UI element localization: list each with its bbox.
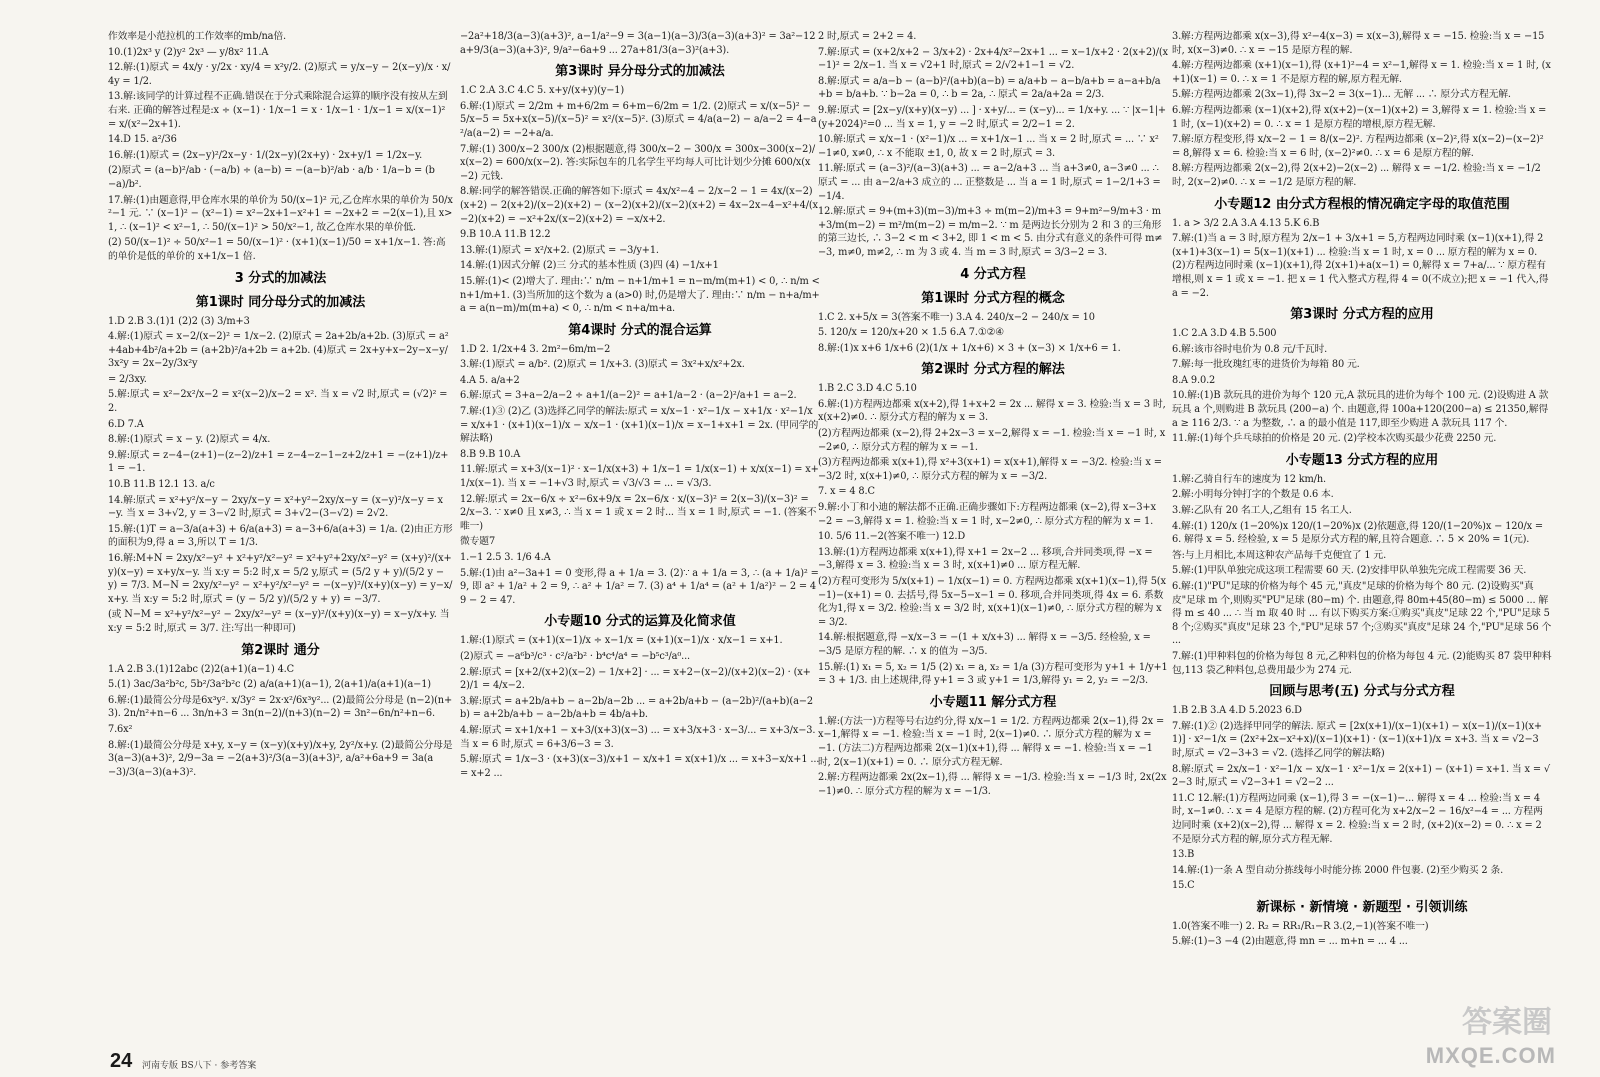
section-heading: 第4课时 分式的混合运算 [568,322,712,338]
answer-item: 8.解:原式 = 2x/x−1 · x²−1/x − x/x−1 · x²−1/x = 2(x+1) − (x+1) = x+1. 当 x = √2−3 时,原式 = √2−3+1 = √2−2 ... [1172,763,1550,789]
answer-item: (3)方程两边都乘 x(x+1),得 x²+3(x+1) = x(x+1),解得 x = −3/2. 检验:当 x = −3/2 时, x(x+1)≠0, ∴ 原分式方程的解为 x = −3/2. [818,457,1162,482]
answer-item: 17.解:(1)由题意得,甲仓库水果的单价为 50/(x−1)² 元,乙仓库水果的单价为 50/x²−1 元. ∵ (x−1)² − (x²−1) = x²−2x+1−x²+1 = −2x+2 = −2(x−1),且 x>1, ∴ (x−1)² < x²−1, ∴ 50/(x−1)² > 50/x²−1, 故乙仓库水果的单价低. [108,194,453,233]
answer-item: 4.A 5. a/a+2 [460,374,520,386]
answer-item: 11.解:原式 = x+3/(x−1)² · x−1/x(x+3) + 1/x−1 = 1/x(x−1) + x/x(x−1) = x+1/x(x−1). 当 x = −1+√3 时,原式 = √3/√3 = ... = √3/3. [460,464,819,490]
answer-item: 13.解:该同学的计算过程不正确.错误在于分式乘除混合运算的顺序没有按从左到右来. 正确的解答过程是:x ÷ (x−1) · 1/x−1 = x · 1/x−1 · 1/x−1 = x/(x−1)² = x/(x²−2x+1). [108,91,448,130]
answer-item: 5.(1) 3ac/3a²b²c, 5b²/3a²b²c (2) a/a(a+1)(a−1), 2(a+1)/a(a+1)(a−1) [108,679,431,691]
answer-item: 7.解:(1)当 a = 3 时,原方程为 2/x−1 + 3/x+1 = 5,方程两边同时乘 (x−1)(x+1),得 2(x+1)+3(x−1) = 5(x−1)(x+1) ... 检验:当 x = 1 时, x = 0 ... 原方程的解为 x = 0. (2)方程两边同时乘 (x−1)(x+1),得 2(x+1)+a(x−1) = 0,解得 x = 7+a/... ∵ 原方程有增根,则 x = 1 或 x = −1. 把 x = 1 代入整式方程,得 4 = 0(不成立);把 x = −1 代入,得 a = −2. [1172,233,1549,299]
answer-item: 1.B 2.C 3.D 4.C 5.10 [818,383,917,395]
answer-item: 10.解:(1)B 款玩具的进价为每个 120 元,A 款玩具的进价为每个 100 元. (2)设购进 A 款玩具 a 个,则购进 B 款玩具 (200−a) 个. 由题意,得 100a+120(200−a) ≤ 21350,解得 a ≥ 116 2/3. ∵ a 为整数, ∴ a 的最小值是 117,即至少购进 A 款玩具 117 个. [1172,390,1549,429]
answer-item: 4.解:(1)原式 = x−2/(x−2)² = 1/x−2. (2)原式 = 2a+2b/a+2b. (3)原式 = a²+4ab+4b²/a+2b = (a+2b)²/a+2b = a+2b. (4)原式 = 2x+y+x−2y−x−y/3x²y = 2x−2y/3x²y [108,331,449,370]
answer-item: 1.B 2.B 3.A 4.D 5.2023 6.D [1172,705,1302,717]
column-4 [1172,30,1552,1040]
section-heading: 3 分式的加减法 [234,270,327,286]
answer-item: −2a²+18/3(a−3)(a+3)², a−1/a²−9 = 3(a−1)(a−3)/3(a−3)(a+3)² = 3a²−12a+9/3(a−3)(a+3)², 9/a²−6a+9 ... 27a+81/3(a−3)²(a+3). [460,31,816,56]
answer-item: 作效率是小范拉机的工作效率的mb/na倍. [108,31,286,42]
answer-item: 7.解:(1) 300/x−2 300/x (2)根据题意,得 300/x−2 − 300/x = 300x−300(x−2)/x(x−2) = 600/x(x−2). 答:实际包车的几名学生平均每人可比计划少分摊 600/x(x−2) 元钱. [460,143,816,182]
section-heading: 回顾与思考(五) 分式与分式方程 [1269,684,1455,700]
answer-item: 6.解:(1)最简公分母是6x³y². x/3y² = 2x·x²/6x³y²... (2)最简公分母是 (n−2)(n+3). 2n/n²+n−6 ... 3n/n+3 = 3n(n−2)/(n+3)(n−2) = 3n²−6n/n²+n−6. [108,694,453,720]
answer-item: 8.解:方程两边都乘 2(x−2),得 2(x+2)−2(x−2) ... 解得 x = −1/2. 检验:当 x = −1/2 时, 2(x−2)≠0. ∴ x = −1/2 是原方程的解. [1172,163,1541,188]
watermark-logo: 答案圈 [1462,1005,1552,1040]
answer-item: 1.C 2.A 3.C 4.C 5. x+y/(x+y)(y−1) [460,85,625,97]
answer-item: 10.(1)2x³ y (2)y² 2x³ — y/8x² 11.A [108,46,269,58]
answer-item: 7.解:原方程变形,得 x/x−2 − 1 = 8/(x−2)². 方程两边都乘 (x−2)²,得 x(x−2)−(x−2)² = 8,解得 x = 6. 检验:当 x = 6 时, (x−2)²≠0. ∴ x = 6 是原方程的解. [1172,134,1544,159]
answer-item: 2 时,原式 = 2+2 = 4. [818,31,917,42]
answer-item: 14.解:根据题意,得 −x/x−3 = −(1 + x/x+3) ... 解得 x = −3/5. 经检验, x = −3/5 是原方程的解. ∴ x 的值为 −3/5. [818,632,1151,657]
footer-note: 河南专版 BS八下 · 参考答案 [142,1061,257,1071]
answer-item: (2) 50/(x−1)² ÷ 50/x²−1 = 50/(x−1)² · (x+1)(x−1)/50 = x+1/x−1. 答:高的单价是低的单价的 x+1/x−1 倍. [108,237,446,262]
answer-item: 16.解:(1)原式 = (2x−y)²/2x−y · 1/(2x−y)(2x+y) · 2x+y/1 = 1/2x−y. [108,149,423,161]
answer-item: 15.解:(1)< (2)增大了. 理由:∵ n/m − n+1/m+1 = n−m/m(m+1) < 0, ∴ n/m < n+1/m+1. (3)当所加的这个数为 a (a>0) 时,仍是增大了. 理由:∵ n/m − n+a/m+a = a(n−m)/m(m+a) < 0, ∴ n/m < n+a/m+a. [460,275,820,315]
answer-item: 1.C 2.A 3.D 4.B 5.500 [1172,328,1277,340]
answer-item: 3.解:原式 = a+2b/a+b − a−2b/a−2b ... = a+2b/a+b − (a−2b)²/(a+b)(a−2b) = a+2b/a+b − a−2b/a+b = 4b/a+b. [460,695,813,721]
section-heading: 第3课时 异分母分式的加减法 [555,64,725,80]
answer-item: 7.解:(1)③ (2)乙 (3)选择乙同学的解法:原式 = x/x−1 · x²−1/x − x+1/x · x²−1/x = x/x+1 · (x+1)(x−1)/x − x/x−1 · (x+1)(x−1)/x = x−1+x+1 = 2x. (甲同学的解法略) [460,406,819,445]
section-heading: 新课标 · 新情境 · 新题型 · 引领训练 [1256,899,1468,915]
answer-item: 1.D 2.B 3.(1)1 (2)2 (3) 3/m+3 [108,315,250,327]
section-heading: 第1课时 同分母分式的加减法 [195,294,366,310]
answer-item: 13.解:(1)方程两边都乘 x(x+1),得 x+1 = 2x−2 ... 移项,合并同类项,得 −x = −3,解得 x = 3. 检验:当 x = 3 时, x(x+1)≠0 ... 原方程无解. [818,546,1153,572]
answer-item: 7.解:(1)甲种料包的价格为每包 8 元,乙种料包的价格为每包 4 元. (2)能购买 87 袋甲种料包,113 袋乙种料包,总费用最少为 274 元. [1172,650,1552,676]
column-2 [460,30,820,1040]
answer-item: 1.解:(1)原式 = (x+1)(x−1)/x ÷ x−1/x = (x+1)(x−1)/x · x/x−1 = x+1. [460,635,783,647]
answer-item: 4.解:方程两边都乘 (x+1)(x−1),得 (x+1)²−4 = x²−1,解得 x = 1. 检验:当 x = 1 时, (x+1)(x−1) = 0. ∴ x = 1 不是原方程的解,原方程无解. [1172,60,1551,85]
answer-item: 15.解:(1)T = a−3/a(a+3) + 6/a(a+3) = a−3+6/a(a+3) = 1/a. (2)由正方形的面积为9,得 a = 3,所以 T = 1/3. [108,523,453,549]
answer-item: 5.解:(1)−3 −4 (2)由题意,得 mn = ... m+n = ... 4 ... [1172,936,1408,948]
answer-item: 8.B 9.B 10.A [460,448,521,460]
answer-item: 16.解:M+N = 2xy/x²−y² + x²+y²/x²−y² = x²+y²+2xy/x²−y² = (x+y)²/(x+y)(x−y) = x+y/x−y. 当 x:y = 5:2 时,x = 5/2 y,原式 = (5/2 y + y)/(5/2 y − y) = 7/3. M−N = 2xy/x²−y² − x²+y²/x²−y² = −(x−y)²/(x+y)(x−y) = y−x/x+y. 当 x:y = 5:2 时,原式 = (y − 5/2 y)/(5/2 y + y) = −3/7. [108,553,453,605]
answer-item: 6.解:方程两边都乘 (x−1)(x+2),得 x(x+2)−(x−1)(x+2) = 3,解得 x = 1. 检验:当 x = 1 时, (x−1)(x+2) = 0. ∴ x = 1 是原方程的增根,原方程无解. [1172,104,1547,130]
answer-item: 14.解:(1)因式分解 (2)三 分式的基本性质 (3)四 (4) −1/x+1 [460,260,719,272]
answer-item: 8.解:同学的解答错误.正确的解答如下:原式 = 4x/x²−4 − 2/x−2 − 1 = 4x/(x−2)(x+2) − 2(x+2)/(x−2)(x+2) − (x−2)(x+2)/(x−2)(x+2) = 4x−2x−4−x²+4/(x−2)(x+2) = −x²+2x/(x−2)(x+2) = −x/x+2. [460,186,818,225]
answer-item: (2)原式 = −a⁶b³/c³ · c²/a²b² · b⁴c⁴/a⁴ = −b⁵c³/a⁰... [460,650,691,662]
answer-item: 9.B 10.A 11.B 12.2 [460,229,551,241]
answer-item: (或 N−M = x²+y²/x²−y² − 2xy/x²−y² = (x−y)²/(x+y)(x−y) = x−y/x+y. 当 x:y = 5:2 时,原式 = 3/7. 注:写出一种即可) [108,609,450,634]
answer-item: 10. 5/6 11.−2(答案不唯一) 12.D [818,531,966,543]
answer-item: 1. a > 3/2 2.A 3.A 4.13 5.K 6.B [1172,217,1320,229]
answer-item: 1.0(答案不唯一) 2. R₂ = RR₁/R₁−R 3.(2,−1)(答案不唯一) [1172,920,1429,932]
answer-item: 2.解:方程两边都乘 2x(2x−1),得 ... 解得 x = −1/3. 检验:当 x = −1/3 时, 2x(2x−1)≠0. ∴ 原分式方程的解为 x = −1/3. [818,772,1167,797]
section-heading: 小专题10 分式的运算及化简求值 [544,614,736,630]
answer-item: 7.6x² [108,723,133,735]
answer-item: 1.C 2. x+5/x = 3(答案不唯一) 3.A 4. 240/x−2 − 240/x = 10 [818,311,1095,323]
answer-item: 11.解:原式 = (a−3)²/(a−3)(a+3) ... = a−2/a+3 ... 当 a+3≠0, a−3≠0 ... ∴ 原式 = ... 由 a−2/a+3 成立的 ... 正整数是 ... 当 a = 1 时,原式 = 1−2/1+3 = −1/4. [818,163,1161,202]
answer-item: 12.解:(1)原式 = 4x/y · y/2x · xy/4 = x²y/2. (2)原式 = y/x−y − 2(x−y)/x · x/4y = 1/2. [108,62,451,87]
answer-item: 8.解:(1)原式 = x − y. (2)原式 = 4/x. [108,434,271,446]
answer-item: 14.D 15. a²/36 [108,134,177,146]
answer-item: 12.解:原式 = 2x−6/x ÷ x²−6x+9/x = 2x−6/x · x/(x−3)² = 2(x−3)/(x−3)² = 2/x−3. ∵ x≠0 且 x≠3, ∴ 当 x = 1 或 x = 2 时... 当 x = 1 时,原式 = −1. (答案不唯一) [460,493,817,532]
answer-item: 5.解:(1)由 a²−3a+1 = 0 变形,得 a + 1/a = 3. (2)∵ a + 1/a = 3, ∴ (a + 1/a)² = 9, 即 a² + 1/a² + 2 = 9, ∴ a² + 1/a² = 7. (3) a⁴ + 1/a⁴ = (a² + 1/a²)² − 2 = 49 − 2 = 47. [460,567,819,606]
answer-item: 1.A 2.B 3.(1)12abc (2)2(a+1)(a−1) 4.C [108,663,294,675]
section-heading: 第2课时 通分 [241,642,320,658]
answer-item: 14.解:(1)一条 A 型自动分拣线每小时能分拣 2000 件包裹. (2)至少购买 2 条. [1172,864,1504,876]
section-heading: 小专题13 分式方程的应用 [1285,452,1439,468]
page-number: 24 [110,1050,133,1072]
answer-item: (2)原式 = (a−b)²/ab · (−a/b) ÷ (a−b) = −(a−b)²/ab · a/b · 1/a−b = (b−a)/b². [108,165,435,190]
answer-item: 9.解:原式 = z−4−(z+1)−(z−2)/z+1 = z−4−z−1−z+2/z+1 = −(z+1)/z+1 = −1. [108,449,449,475]
answer-item: 3.解:方程两边都乘 x(x−3),得 x²−4(x−3) = x(x−3),解得 x = −15. 检验:当 x = −15 时, x(x−3)≠0. ∴ x = −15 是原方程的解. [1172,31,1545,56]
answer-item: 6.解:(1)"PU"足球的价格为每个 45 元,"真皮"足球的价格为每个 80 元. (2)设购买"真皮"足球 m 个,则购买"PU"足球 (80−m) 个. 由题意,得 80m+45(80−m) ≤ 5000 ... 解得 m ≤ 40 ... ∴ 当 m 取 40 时 ... 有以下购买方案:①购买"真皮"足球 22 个,"PU"足球 58 个;②购买"真皮"足球 23 个,"PU"足球 57 个;③购买"真皮"足球 24 个,"PU"足球 56 个 ... [1172,581,1552,647]
section-heading: 小专题11 解分式方程 [929,694,1057,710]
answer-item: 5.解:方程两边都乘 2(3x−1),得 3x−2 = 3(x−1)... 无解 ... ∴ 原分式方程无解. [1172,89,1511,101]
answer-item: 6.解:(1)原式 = 2/2m + m+6/2m = 6+m−6/2m = 1/2. (2)原式 = x/(x−5)² − 5/x−5 = 5x+x(x−5)/(x−5)² = x²/(x−5)². (3)原式 = 4/a(a−2) − a/a−2 = 4−a²/a(a−2) = −2+a/a. [460,100,817,139]
section-heading: 4 分式方程 [960,266,1026,282]
answer-item: 3.解:乙队有 20 名工人,乙组有 15 名工人. [1172,505,1352,517]
answer-item: 8.解:(1)x x+6 1/x+6 (2)(1/x + 1/x+6) × 3 + (x−3) × 1/x+6 = 1. [818,342,1121,354]
answer-item: 7.解:原式 = (x+2/x+2 − 3/x+2) · 2x+4/x²−2x+1 ... = x−1/x+2 · 2(x+2)/(x−1)² = 2/x−1. 当 x = √2+1 时,原式 = 2/√2+1−1 = √2. [818,46,1168,72]
answer-item: 4.解:原式 = x+1/x+1 − x+3/(x+3)(x−3) ... = x+3/x+3 · x−3/... = x+3/x−3. 当 x = 6 时,原式 = 6+3/6−3 = 3. [460,724,816,750]
answer-item: 1.解:(方法一)方程等号右边约分,得 x/x−1 = 1/2. 方程两边都乘 2(x−1),得 2x = x−1,解得 x = −1. 检验:当 x = −1 时, 2(x−1)≠0. ∴ 原分式方程的解为 x = −1. (方法二)方程两边都乘 2(x−1)(x+1),得 ... 解得 x = −1. 检验:当 x = −1 时, 2(x−1)(x+1) = 0. ∴ 原分式方程无解. [818,715,1165,768]
answer-item: = 2/3xy. [108,373,147,385]
answer-item: 11.解:(1)每个乒乓球拍的价格是 20 元. (2)学校本次购买最少花费 2250 元. [1172,433,1497,445]
answer-item: (2)方程两边都乘 (x−2),得 2+2x−3 = x−2,解得 x = −1. 检验:当 x = −1 时, x−2≠0, ∴ 原分式方程的解为 x = −1. [818,428,1166,453]
section-heading: 小专题12 由分式方程根的情况确定字母的取值范围 [1214,196,1510,212]
answer-item: (2)方程可变形为 5/x(x+1) − 1/x(x−1) = 0. 方程两边都乘 x(x+1)(x−1),得 5(x−1)−(x+1) = 0. 去括号,得 5x−5−x−1 = 0. 移项,合并同类项,得 4x = 6. 系数化为1,得 x = 3/2. 检验:当 x = 3/2 时, x(x+1)(x−1)≠0, ∴ 原分式方程的解为 x = 3/2. [818,576,1166,628]
answer-item: 6.解:原式 = 3+a−2/a−2 ÷ a+1/(a−2)² = a+1/a−2 · (a−2)²/a+1 = a−2. [460,390,797,402]
answer-item: 5.解:原式 = 1/x−3 · (x+3)(x−3)/x+1 − x/x+1 = x(x+1)/x ... = x+3−x/x+1 ... = x+2 ... [460,754,820,779]
answer-item: 7.解:(1)② (2)选择甲同学的解法. 原式 = [2x(x+1)/(x−1)(x+1) − x(x−1)/(x−1)(x+1)] · x²−1/x = (2x²+2x−x²+x)/(x−1)(x+1) · (x−1)(x+1)/x = x+3. 当 x = √2−3 时,原式 = √2−3+3 = √2. (选择乙同学的解法略) [1172,720,1542,759]
answer-item: 14.解:原式 = x²+y²/x−y − 2xy/x−y = x²+y²−2xy/x−y = (x−y)²/x−y = x−y. 当 x = 3+√2, y = 3−√2 时,原式 = 3+√2−(3−√2) = 2√2. [108,494,443,520]
answer-item: 8.A 9.0.2 [1172,374,1216,386]
answer-item: 13.解:(1)原式 = x²/x+2. (2)原式 = −3/y+1. [460,244,659,256]
answer-item: 8.解:(1)最简公分母是 x+y, x−y = (x−y)(x+y)/x+y, 2y²/x+y. (2)最简公分母是 3(a−3)(a+3)², 2/9−3a = −2(a+3)²/3(a−3)(a+3)², a/a²+6a+9 = 3a(a−3)/3(a−3)(a+3)². [108,739,453,778]
answer-item: 5. 120/x = 120/x+20 × 1.5 6.A 7.①②④ [818,327,1004,339]
answer-item: 4.解:(1) 120/x (1−20%)x 120/(1−20%)x (2)依题意,得 120/(1−20%)x − 120/x = 6. 解得 x = 5. 经检验, x = 5 是原分式方程的解,且符合题意. ∴ 5 × 20% = 1(元). [1172,520,1543,546]
answer-item: 12.解:原式 = 9+(m+3)(m−3)/m+3 ÷ m(m−2)/m+3 = 9+m²−9/m+3 · m+3/m(m−2) = m²/m(m−2) = m/m−2. ∵ m 是两边长分别为 2 和 3 的三角形的第三边长, ∴ 3−2 < m < 3+2, 即 1 < m < 5. 由分式有意义的条件可得 m≠−3, m≠0, m≠2, ∴ m 为 3 或 4. 当 m = 3 时,原式 = 3/3−2 = 3. [818,206,1163,258]
answer-item: 15.解:(1) x₁ = 5, x₂ = 1/5 (2) x₁ = a, x₂ = 1/a (3)方程可变形为 y+1 + 1/y+1 = 3 + 1/3. 由上述规律,得 y+1 = 3 或 y+1 = 1/3,解得 y₁ = 2, y₂ = −2/3. [818,661,1168,687]
answer-item: 6.解:该市谷时电价为 0.8 元/千瓦时. [1172,343,1328,355]
column-1 [108,30,453,1040]
answer-item: 9.解:小丁和小迪的解法都不正确.正确步骤如下:方程两边都乘 (x−2),得 x−3+x−2 = −3,解得 x = 1. 检验:当 x = 1 时, x−2≠0, ∴ 原分式方程的解为 x = 1. [818,502,1156,527]
answer-item: 7. x = 4 8.C [818,486,875,498]
answer-item: 3.解:(1)原式 = a/b². (2)原式 = 1/x+3. (3)原式 = 3x²+x/x²+2x. [460,359,745,371]
section-heading: 第2课时 分式方程的解法 [921,362,1065,378]
answer-item: 7.解:每一批玫瑰红枣的进货价为每箱 80 元. [1172,359,1360,371]
answer-item: 15.C [1172,880,1195,892]
answer-item: 13.B [1172,849,1195,861]
answer-item: 6.D 7.A [108,418,144,430]
section-heading: 第1课时 分式方程的概念 [921,290,1065,306]
answer-item: 1.D 2. 1/2x+4 3. 2m²−6m/m−2 [460,343,611,355]
column-3 [818,30,1168,1040]
answer-item: 答:与上月相比,本周这种农产品每千克便宜了 1 元. [1172,549,1387,561]
answer-item: 10.B 11.B 12.1 13. a/c [108,479,215,491]
answer-item: 6.解:(1)方程两边都乘 x(x+2),得 1+x+2 = 2x ... 解得 x = 3. 检验:当 x = 3 时, x(x+2)≠0. ∴ 原分式方程的解为 x = 3. [818,398,1166,424]
section-heading: 第3课时 分式方程的应用 [1290,307,1434,323]
answer-item: 5.解:原式 = x²−2x²/x−2 = x²(x−2)/x−2 = x². 当 x = √2 时,原式 = (√2)² = 2. [108,389,448,415]
answer-item: 9.解:原式 = [2x−y/(x+y)(x−y) ... ] · x+y/... = (x−y)... = 1/x+y. ... ∵ |x−1|+(y+2024)²=0 ... 当 x = 1, y = −2 时,原式 = 2/2−1 = 2. [818,104,1166,130]
answer-item: 2.解:原式 = [x+2/(x+2)(x−2) − 1/x+2] · ... = x+2−(x−2)/(x+2)(x−2) · (x+2)/1 = 4/x−2. [460,666,811,692]
answer-item: 2.解:小明每分钟打字的个数是 0.6 本. [1172,489,1334,501]
answer-item: 8.解:原式 = a/a−b − (a−b)²/(a+b)(a−b) = a/a+b − a−b/a+b = a−a+b/a+b = b/a+b. ∵ b−2a = 0, ∴ b = 2a, ∴ 原式 = 2a/a+2a = 2/3. [818,75,1161,101]
answer-item: 微专题7 [460,536,496,548]
answer-item: 11.C 12.解:(1)方程两边同乘 (x−1),得 3 = −(x−1)−... 解得 x = 4 ... 检验:当 x = 4 时, x−1≠0. ∴ x = 4 是原方程的解. (2)方程可化为 x+2/x−2 − 16/x²−4 = ... 方程两边同时乘 (x+2)(x−2),得 ... 解得 x = 2. 检验:当 x = 2 时, (x+2)(x−2) = 0. ∴ x = 2 不是原分式方程的解,原分式方程无解. [1172,792,1543,845]
answer-item: 10.解:原式 = x/x−1 · (x²−1)/x ... = x+1/x−1 ... 当 x = 2 时,原式 = ... ∵ x²−1≠0, x≠0, ∴ x 不能取 ±1, 0, 故 x = 2 时,原式 = 3. [818,134,1159,159]
answer-item: 1.解:乙骑自行车的速度为 12 km/h. [1172,473,1326,485]
answer-item: 1.−1 2.5 3. 1/6 4.A [460,552,551,563]
watermark: MXQE.COM [1425,1043,1556,1068]
answer-item: 5.解:(1)甲队单独完成这项工程需要 60 天. (2)安排甲队单独先完成工程需要 36 天. [1172,565,1527,577]
